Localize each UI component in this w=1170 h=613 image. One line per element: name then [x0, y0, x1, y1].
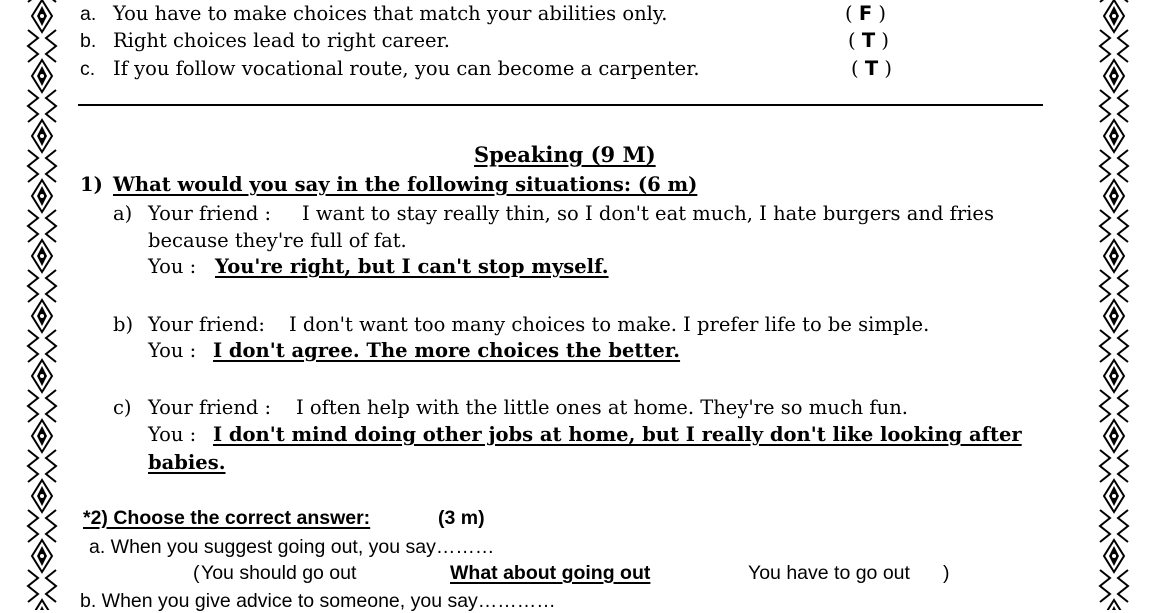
mcq-stem: b. When you give advice to someone, you say………… — [80, 590, 556, 612]
tf-letter: a. — [80, 3, 97, 25]
tf-statement: Right choices lead to right career. — [113, 29, 450, 52]
friend-statement-continued: because they're full of fat. — [148, 229, 407, 252]
mcq-stem: a. When you suggest going out, you say……… — [89, 536, 495, 558]
answer-text: I don't mind doing other jobs at home, but I really don't like looking after — [213, 423, 1022, 446]
question-heading: What would you say in the following situations: (6 m) — [113, 173, 698, 196]
tf-statement: If you follow vocational route, you can become a carpenter. — [113, 57, 700, 80]
question-marks: (3 m) — [438, 507, 485, 529]
section-title: Speaking (9 M) — [474, 142, 656, 167]
situation-letter: c) — [113, 396, 132, 419]
tf-letter: c. — [80, 58, 96, 80]
friend-statement: I don't want too many choices to make. I prefer life to be simple. — [289, 313, 930, 336]
mcq-paren: ( — [193, 562, 200, 584]
friend-label: Your friend : — [148, 202, 272, 225]
tf-answer: ( F ) — [845, 2, 886, 25]
situation-letter: a) — [113, 202, 133, 225]
tf-letter: b. — [80, 30, 97, 52]
section-divider — [78, 104, 1043, 106]
question-heading: *2) Choose the correct answer: — [83, 507, 371, 529]
answer-text: You're right, but I can't stop myself. — [215, 255, 609, 278]
mcq-option-correct: What about going out — [450, 562, 651, 584]
tf-answer: ( T ) — [848, 29, 889, 52]
mcq-option: You should go out — [201, 562, 357, 584]
you-label: You : — [148, 255, 197, 278]
tf-answer: ( T ) — [851, 57, 892, 80]
mcq-option: You have to go out — [748, 562, 910, 584]
you-label: You : — [148, 339, 197, 362]
right-decorative-border — [1096, 0, 1132, 610]
answer-text: I don't agree. The more choices the better. — [213, 339, 681, 362]
friend-statement: I want to stay really thin, so I don't eat much, I hate burgers and fries — [302, 202, 994, 225]
question-number: 1) — [80, 173, 103, 196]
friend-statement: I often help with the little ones at home. They're so much fun. — [296, 396, 908, 419]
answer-text-continued: babies. — [148, 451, 226, 474]
mcq-paren: ) — [943, 562, 950, 584]
tf-statement: You have to make choices that match your abilities only. — [113, 2, 668, 25]
left-decorative-border — [24, 0, 60, 610]
you-label: You : — [148, 423, 197, 446]
friend-label: Your friend : — [148, 396, 272, 419]
situation-letter: b) — [113, 313, 134, 336]
friend-label: Your friend: — [148, 313, 265, 336]
